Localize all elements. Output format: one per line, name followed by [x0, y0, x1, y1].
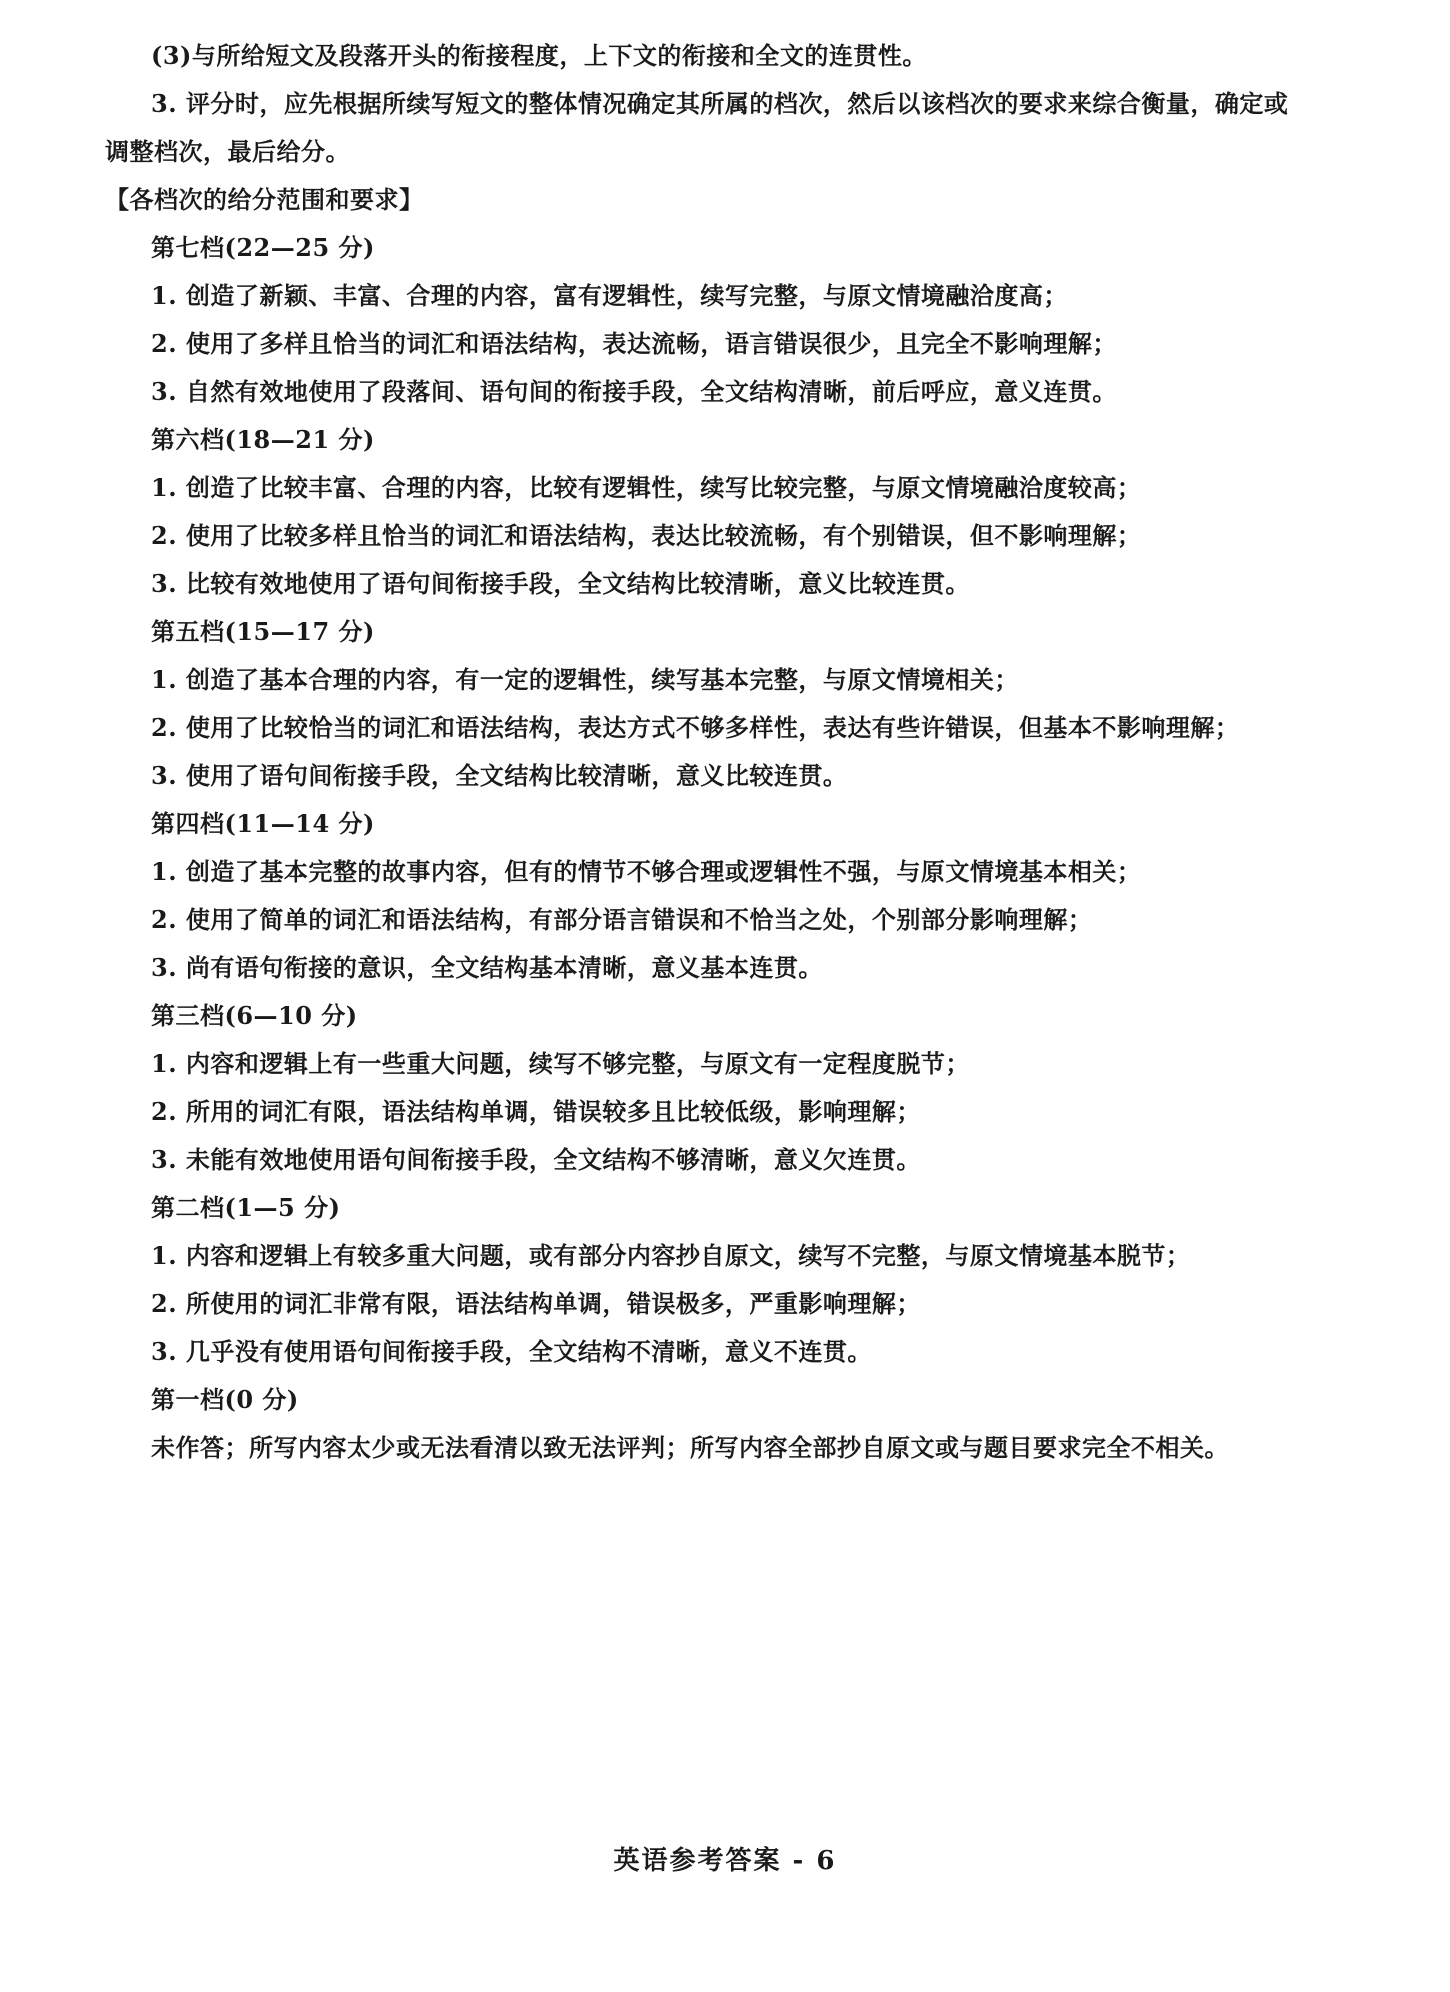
tier-title: 第四档(11—14 分): [151, 809, 375, 838]
tier-item: 2. 所使用的词汇非常有限，语法结构单调，错误极多，严重影响理解；: [151, 1289, 921, 1318]
tier-title: 第六档(18—21 分): [151, 425, 375, 454]
tier-title: 第七档(22—25 分): [151, 233, 375, 262]
tier-item: 1. 创造了比较丰富、合理的内容，比较有逻辑性，续写比较完整，与原文情境融洽度较高；: [151, 473, 1142, 502]
tier-item: 2. 使用了多样且恰当的词汇和语法结构，表达流畅，语言错误很少，且完全不影响理解；: [151, 329, 1117, 358]
tier-item: 3. 未能有效地使用语句间衔接手段，全文结构不够清晰，意义欠连贯。: [151, 1145, 921, 1174]
tier-1: [105, 1376, 1355, 1472]
tier-5: [105, 608, 1355, 800]
tier-title: 第二档(1—5 分): [151, 1193, 341, 1222]
tier-item: 1. 内容和逻辑上有较多重大问题，或有部分内容抄自原文，续写不完整，与原文情境基本脱节；: [151, 1241, 1191, 1270]
tier-item: 1. 创造了基本完整的故事内容，但有的情节不够合理或逻辑性不强，与原文情境基本相关；: [151, 857, 1142, 886]
tier-3: [105, 992, 1355, 1184]
tier-item: 3. 使用了语句间衔接手段，全文结构比较清晰，意义比较连贯。: [151, 761, 848, 790]
tier-item: 2. 所用的词汇有限，语法结构单调，错误较多且比较低级，影响理解；: [151, 1097, 921, 1126]
document-body: [105, 32, 1355, 1472]
tier-item: 2. 使用了比较恰当的词汇和语法结构，表达方式不够多样性，表达有些许错误，但基本不影响理解；: [151, 713, 1240, 742]
tier-title: 第三档(6—10 分): [151, 1001, 358, 1030]
tier-item: 未作答；所写内容太少或无法看清以致无法评判；所写内容全部抄自原文或与题目要求完全不相关。: [151, 1433, 1229, 1462]
tier-item: 2. 使用了简单的词汇和语法结构，有部分语言错误和不恰当之处，个别部分影响理解；: [151, 905, 1093, 934]
intro-line-3: 调整档次，最后给分。: [105, 137, 350, 166]
tier-item: 3. 自然有效地使用了段落间、语句间的衔接手段，全文结构清晰，前后呼应，意义连贯。: [151, 377, 1117, 406]
section-heading: 【各档次的给分范围和要求】: [105, 186, 424, 214]
tier-4: [105, 800, 1355, 992]
tier-item: 1. 创造了新颖、丰富、合理的内容，富有逻辑性，续写完整，与原文情境融洽度高；: [151, 281, 1068, 310]
tier-title: 第五档(15—17 分): [151, 617, 375, 646]
tier-item: 3. 尚有语句衔接的意识，全文结构基本清晰，意义基本连贯。: [151, 953, 823, 982]
tier-item: 1. 创造了基本合理的内容，有一定的逻辑性，续写基本完整，与原文情境相关；: [151, 665, 1019, 694]
tier-item: 1. 内容和逻辑上有一些重大问题，续写不够完整，与原文有一定程度脱节；: [151, 1049, 970, 1078]
page-footer: 英语参考答案 - 6: [613, 1846, 837, 1876]
tier-item: 3. 几乎没有使用语句间衔接手段，全文结构不清晰，意义不连贯。: [151, 1337, 872, 1366]
intro-line-2: 3. 评分时，应先根据所续写短文的整体情况确定其所属的档次，然后以该档次的要求来综合衡量，确定或: [151, 89, 1289, 118]
tier-item: 3. 比较有效地使用了语句间衔接手段，全文结构比较清晰，意义比较连贯。: [151, 569, 970, 598]
tier-item: 2. 使用了比较多样且恰当的词汇和语法结构，表达比较流畅，有个别错误，但不影响理解；: [151, 521, 1142, 550]
tier-7: [105, 224, 1355, 416]
tier-title: 第一档(0 分): [151, 1385, 299, 1414]
tier-6: [105, 416, 1355, 608]
tier-2: [105, 1184, 1355, 1376]
intro-line-1: (3)与所给短文及段落开头的衔接程度，上下文的衔接和全文的连贯性。: [151, 41, 927, 70]
